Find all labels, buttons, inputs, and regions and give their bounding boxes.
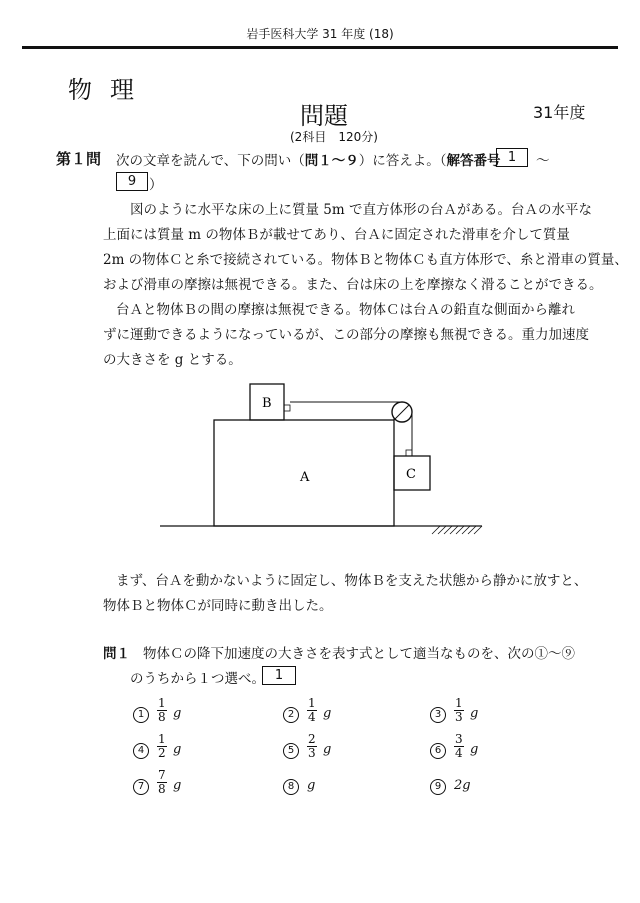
question-intro [116,149,500,169]
page-title: 問題 [300,102,348,130]
body-line: および滑車の摩擦は無視できる。また、台は床の上を摩擦なく滑ることができる。 [103,277,603,293]
fraction-denominator: 8 [158,782,166,796]
choice-fraction [454,697,464,724]
physics-figure [150,378,490,538]
choice-number-icon: 7 [133,779,149,795]
answer-box-start: 1 [496,148,528,167]
fraction-denominator: 4 [455,746,463,760]
fraction-numerator: 1 [308,696,316,710]
body-line: 図のように水平な床の上に質量 5m で直方体形の台Ａがある。台Ａの水平な [130,202,592,218]
body-line: の大きさを g とする。 [103,352,242,368]
subquestion-label: 問１ [103,646,130,662]
header-rule [22,46,618,49]
year-label: 31年度 [533,103,586,122]
choice-number-icon: 3 [430,707,446,723]
choice-number-icon: 1 [133,707,149,723]
choice-fraction [307,697,317,724]
choice-variable: g [173,742,182,757]
choice-variable: g [470,742,479,757]
body-line: 2m の物体Ｃと糸で接続されている。物体Ｂと物体Ｃも直方体形で、糸と滑車の質量、 [103,252,628,268]
block-b-label: B [262,396,272,411]
choice-fraction [307,733,317,760]
subquestion-text: 物体Ｃの降下加速度の大きさを表す式として適当なものを、次の①〜⑨ [143,646,575,662]
choice-variable: g [323,742,332,757]
choice-variable: g [173,706,182,721]
fraction-numerator: 1 [158,696,166,710]
subject-title: 物理 [68,76,152,104]
choice-expression: g [307,778,316,793]
fraction-denominator: 3 [308,746,316,760]
choice-number-icon: 5 [283,743,299,759]
tilde: 〜 [536,153,550,169]
intro-answer-no: 解答番号 [446,153,501,169]
fraction-numerator: 2 [308,732,316,746]
body-line: 台Ａと物体Ｂの間の摩擦は無視できる。物体Ｃは台Ａの鉛直な側面から離れ [116,302,575,318]
intro-part-a: 次の文章を読んで、下の問い（ [116,153,305,169]
choice-fraction [157,769,167,796]
choice-number-icon: 2 [283,707,299,723]
fraction-denominator: 3 [455,710,463,724]
subquestion-text-2: のうちから１つ選べ。 [130,671,265,687]
body-line: まず、台Ａを動かないように固定し、物体Ｂを支えた状態から静かに放すと、 [116,573,588,589]
choice-number-icon: 8 [283,779,299,795]
choice-expression: 2g [454,778,471,793]
fraction-numerator: 1 [455,696,463,710]
fraction-denominator: 2 [158,746,166,760]
block-a-label: A [300,470,310,485]
choice-number-icon: 4 [133,743,149,759]
floor-hatch-icon [432,526,482,534]
choice-fraction [157,697,167,724]
choice-variable: g [470,706,479,721]
choice-fraction [157,733,167,760]
choice-variable: g [173,778,182,793]
fraction-numerator: 1 [158,732,166,746]
fraction-denominator: 4 [308,710,316,724]
session-info: (2科目 120分) [290,130,378,144]
fraction-numerator: 3 [455,732,463,746]
fraction-denominator: 8 [158,710,166,724]
page-header: 岩手医科大学 31 年度 (18) [246,27,394,41]
answer-box-end: 9 [116,172,148,191]
choice-variable: g [323,706,332,721]
choice-fraction [454,733,464,760]
choice-number-icon: 6 [430,743,446,759]
intro-part-b: ）に答えよ。（ [358,153,447,169]
answer-box-1: 1 [262,666,296,685]
choice-number-icon: 9 [430,779,446,795]
close-paren: ） [149,177,163,193]
block-c-label: C [406,467,416,482]
body-line: 上面には質量 m の物体Ｂが載せてあり、台Ａに固定された滑車を介して質量 [103,227,570,243]
fraction-numerator: 7 [158,768,166,782]
body-line: 物体Ｂと物体Ｃが同時に動き出した。 [103,598,333,614]
string-attachment-c [406,450,412,456]
question-label: 第１問 [56,150,102,168]
intro-range: 問１〜９ [304,153,359,169]
body-line: ずに運動できるようになっているが、この部分の摩擦も無視できる。重力加速度 [103,327,589,343]
string-attachment-b [284,405,290,411]
